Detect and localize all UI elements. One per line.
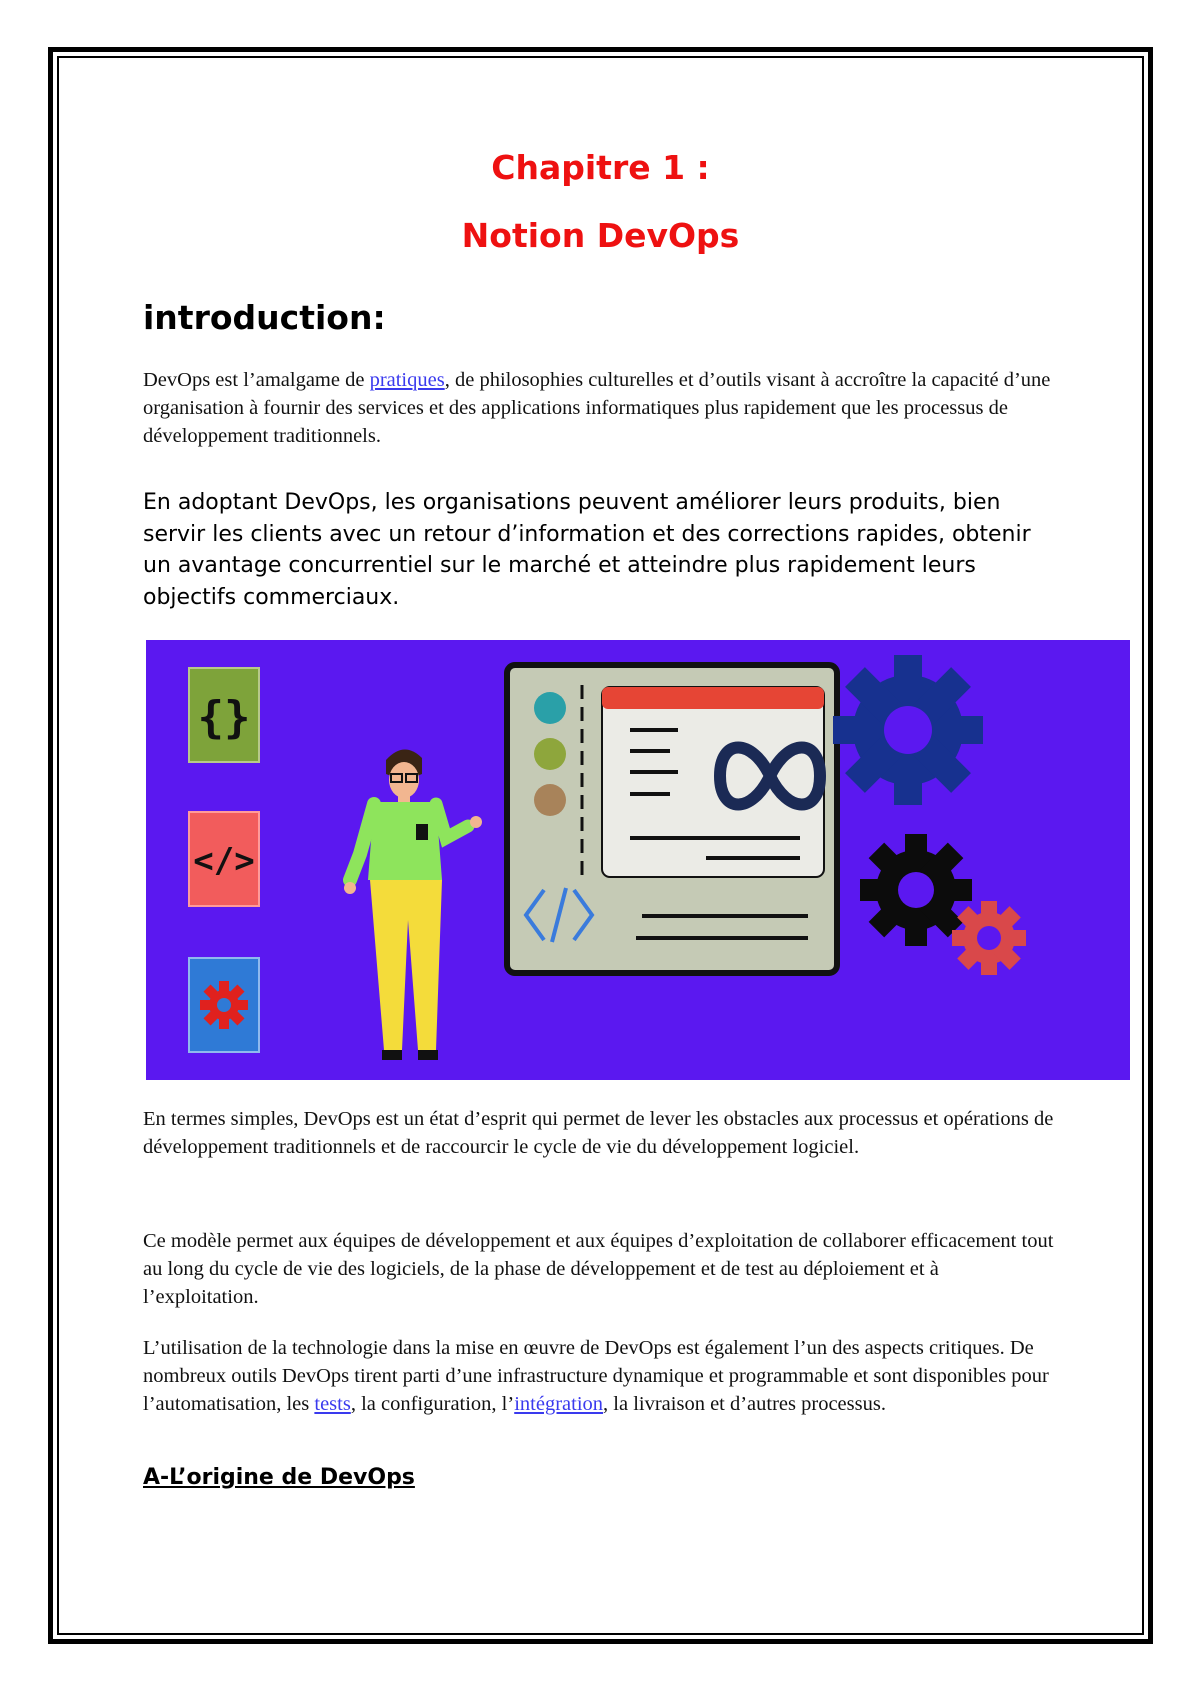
gear-tile-icon	[189, 958, 259, 1052]
paragraph-text: , de philosophies culturelles et d’outils visant à accroître la capacité d’une organisation à fournir des services et des applications informatiques plus rapidement que les processus de développement traditionnels.	[143, 369, 1051, 447]
section-heading-origin: A-L’origine de DevOps	[143, 1465, 415, 1490]
chapter-label: Chapitre 1 :	[491, 148, 710, 187]
code-tag-icon	[189, 812, 259, 906]
gear-icon	[833, 655, 983, 805]
link-integration[interactable]: intégration	[514, 1393, 604, 1415]
braces-text: {}	[197, 692, 251, 743]
paragraph-text: L’utilisation de la technologie dans la mise en œuvre de DevOps est également l’un des aspects critiques. De nombreux outils DevOps tirent parti d’une infrastructure dynamique et programmable et sont disponibles pour l’automatisation, les	[143, 1337, 1049, 1415]
curly-braces-icon	[189, 668, 259, 762]
devops-illustration	[146, 640, 1130, 1080]
paragraph-text: , la configuration, l’	[350, 1393, 515, 1415]
paragraph-simple-terms: En termes simples, DevOps est un état d’esprit qui permet de lever les obstacles aux processus et opérations de développement traditionnels et de raccourcir le cycle de vie du développement logiciel.	[143, 1108, 1054, 1158]
gear-icon	[952, 901, 1026, 975]
intro-heading: introduction:	[143, 298, 386, 337]
chapter-title: Notion DevOps	[461, 216, 740, 255]
link-tests[interactable]: tests	[314, 1393, 351, 1415]
link-pratiques[interactable]: pratiques	[369, 369, 445, 391]
paragraph-text: , la livraison et d’autres processus.	[603, 1393, 886, 1415]
paragraph-model: Ce modèle permet aux équipes de développement et aux équipes d’exploitation de collaborer efficacement tout au long du cycle de vie des logiciels, de la phase de développement et de test au déploiement et à l’exploitation.	[143, 1230, 1054, 1308]
paragraph-technology	[143, 1334, 1058, 1418]
paragraph-definition	[143, 366, 1058, 450]
paragraph-text: DevOps est l’amalgame de	[143, 369, 370, 391]
code-text: </>	[193, 841, 255, 881]
paragraph-benefits: En adoptant DevOps, les organisations peuvent améliorer leurs produits, bien servir les clients avec un retour d’information et des corrections rapides, obtenir un avantage concurrentiel sur le marché et atteindre plus rapidement leurs objectifs commerciaux.	[143, 490, 1031, 610]
monitor-window	[507, 665, 837, 973]
gear-icon	[860, 834, 972, 946]
